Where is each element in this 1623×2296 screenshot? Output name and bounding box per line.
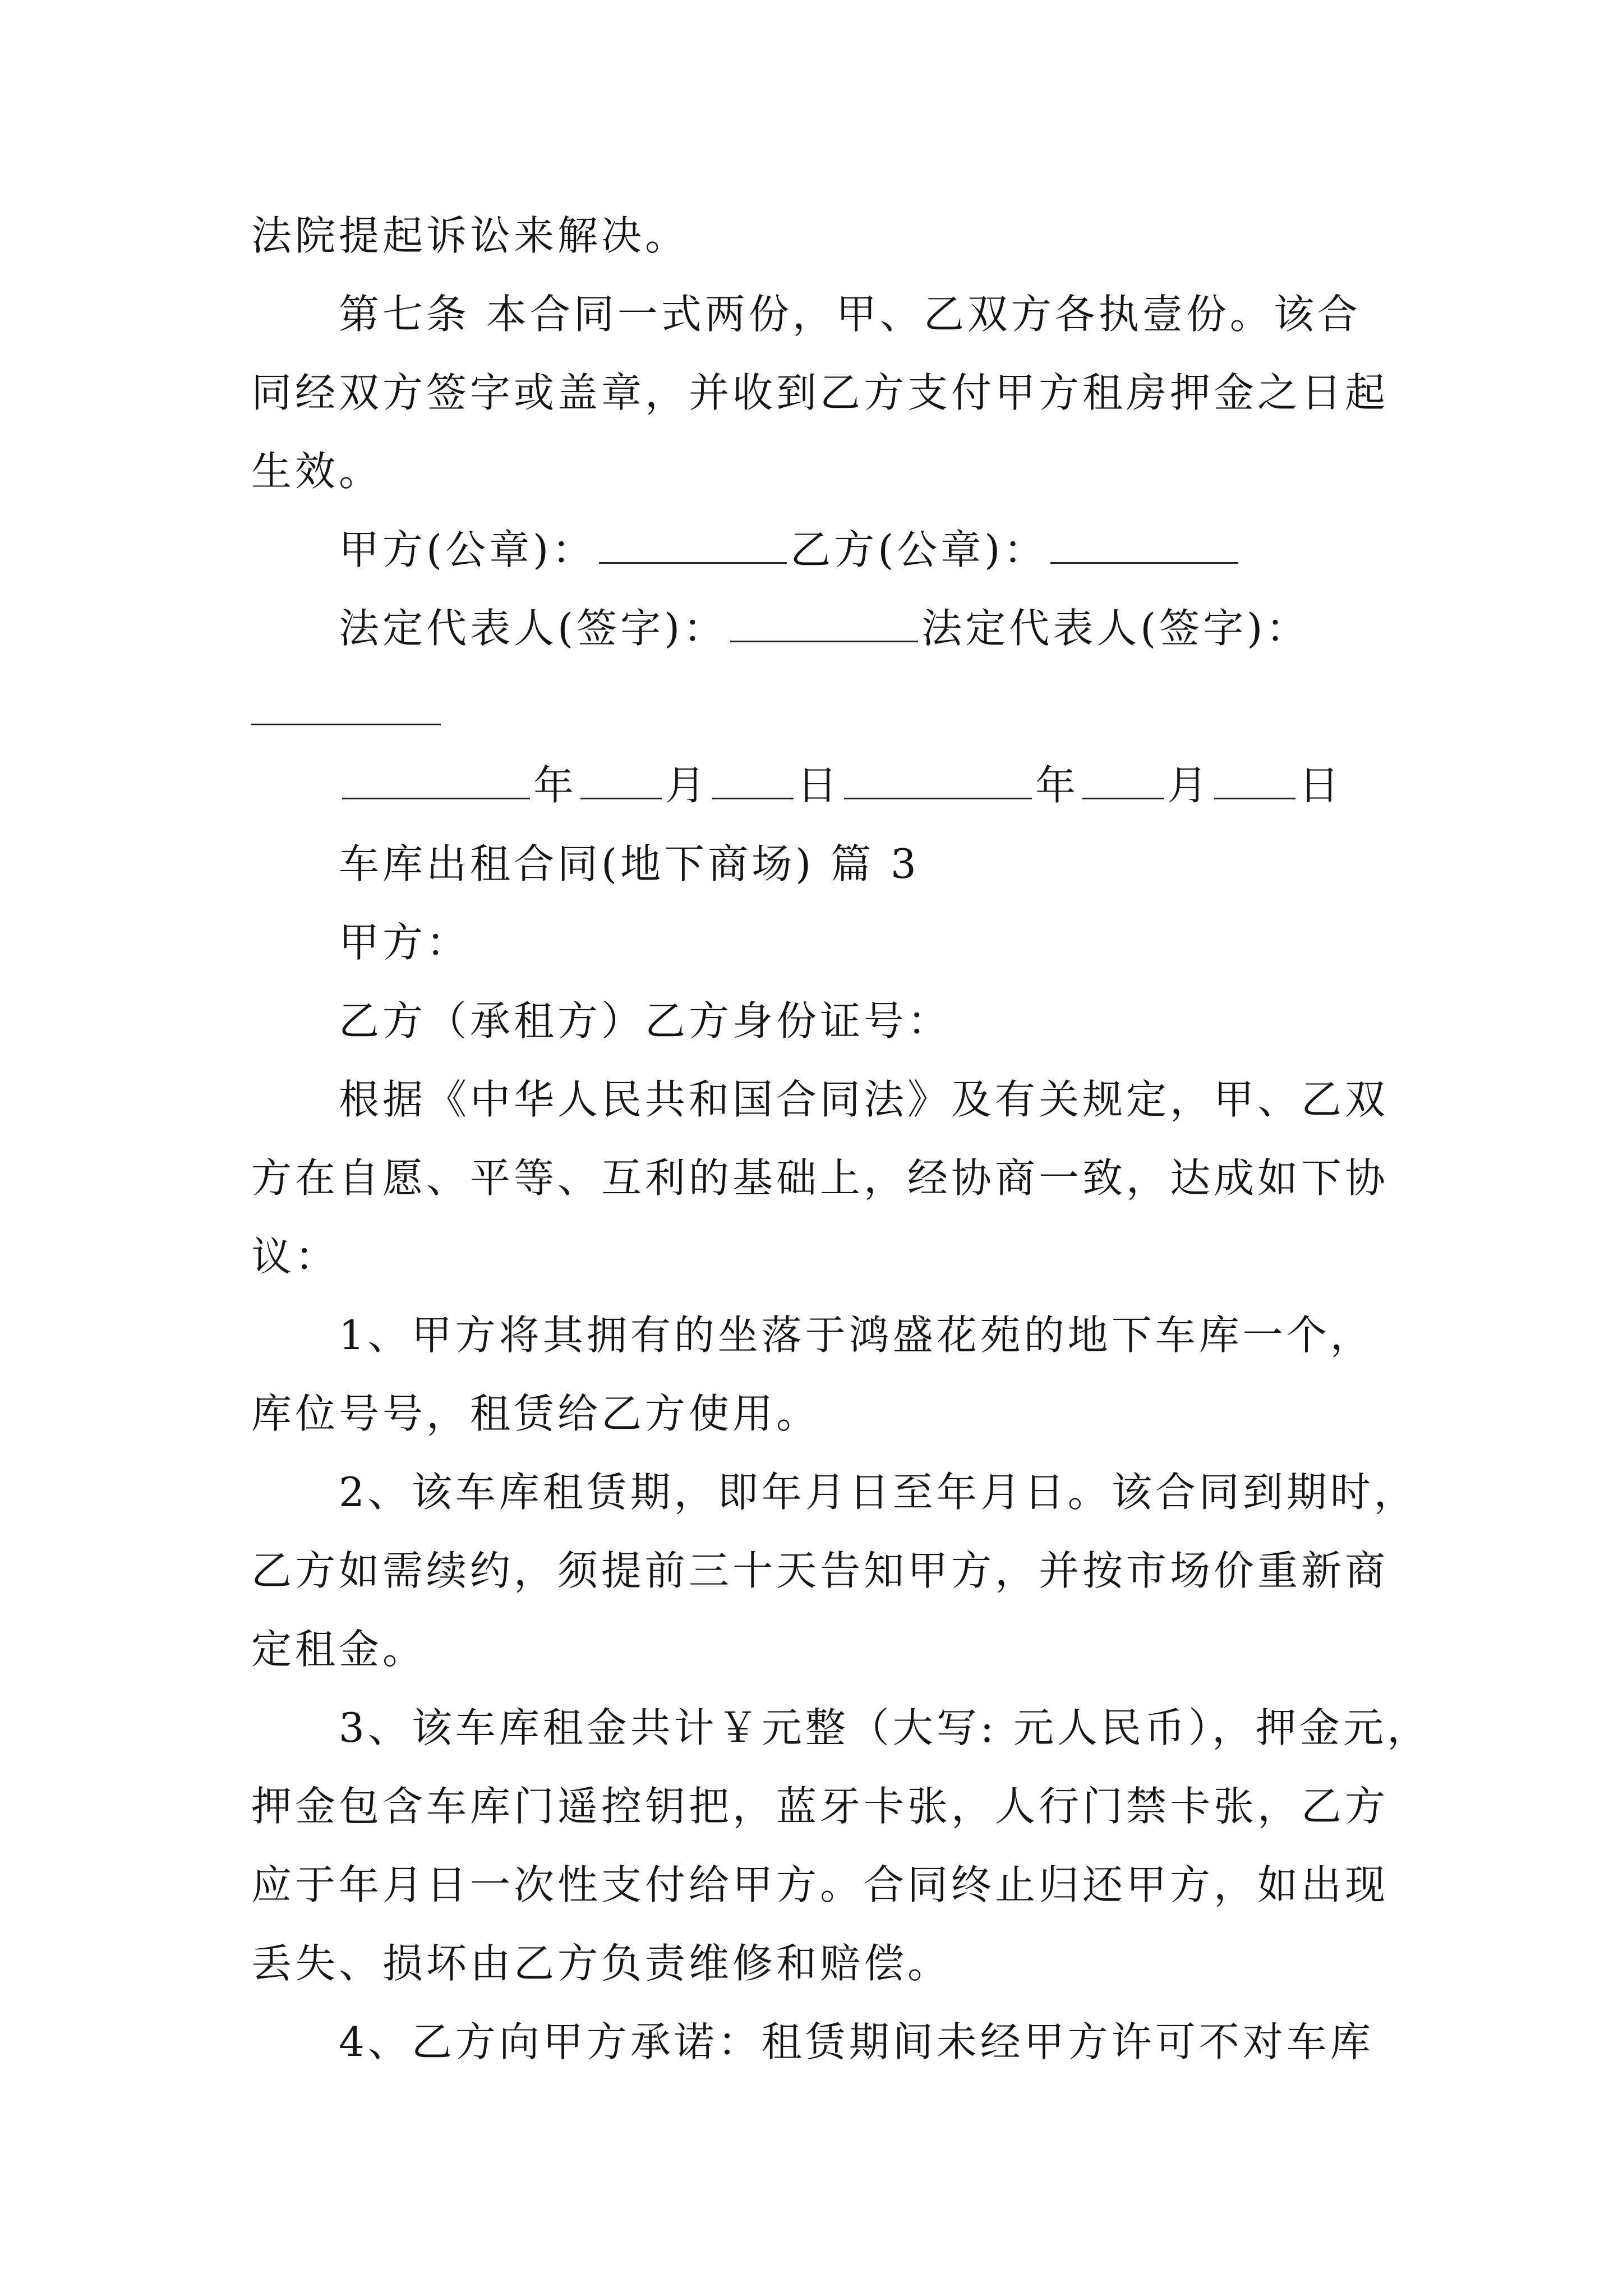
paragraph-line: 定租金。 (251, 1626, 427, 1673)
month-label: 月 (665, 762, 709, 809)
paragraph-line: 应于年月日一次性支付给甲方。合同终止归还甲方，如出现 (251, 1861, 1389, 1908)
signature-rule (251, 724, 441, 725)
paragraph-line: 1、甲方将其拥有的坐落于鸿盛花苑的地下车库一个， (339, 1312, 1374, 1359)
date-blank (844, 763, 1032, 799)
paragraph-line: 生效。 (251, 448, 383, 495)
legal-rep-a-label: 法定代表人(签字)： (339, 605, 727, 652)
paragraph-line: 2、该车库租赁期，即年月日至年月日。该合同到期时， (339, 1469, 1418, 1516)
date-blank (580, 763, 662, 799)
paragraph-line: 乙方（承租方）乙方身份证号： (339, 997, 952, 1045)
paragraph-line: 乙方如需续约，须提前三十天告知甲方，并按市场价重新商 (251, 1547, 1389, 1594)
year-label: 年 (1035, 762, 1080, 809)
date-blank (1214, 763, 1295, 799)
signature-blank (730, 606, 918, 642)
paragraph-line: 3、该车库租金共计￥元整（大写: 元人民币），押金元， (339, 1704, 1431, 1751)
paragraph-line: 根据《中华人民共和国合同法》及有关规定，甲、乙双 (339, 1076, 1389, 1123)
paragraph-line: 押金包含车库门遥控钥把，蓝牙卡张，人行门禁卡张，乙方 (251, 1783, 1389, 1830)
paragraph-line: 甲方： (339, 919, 471, 966)
paragraph-line: 法院提起诉讼来解决。 (251, 212, 689, 259)
legal-rep-b-label: 法定代表人(签字)： (921, 605, 1310, 652)
party-a-seal-label: 甲方(公章)： (339, 526, 596, 573)
signature-seal-line (339, 522, 1242, 578)
date-blank (712, 763, 794, 799)
paragraph-line: 库位号号，租赁给乙方使用。 (251, 1390, 820, 1437)
day-label: 日 (797, 762, 841, 809)
paragraph-line: 方在自愿、平等、互利的基础上，经协商一致，达成如下协 (251, 1154, 1389, 1202)
paragraph-line: 同经双方签字或盖章，并收到乙方支付甲方租房押金之日起 (251, 369, 1389, 416)
date-blank (1082, 763, 1164, 799)
paragraph-line: 议： (251, 1233, 339, 1280)
signature-blank (1050, 527, 1238, 564)
date-line (339, 757, 1343, 813)
paragraph-line: 第七条 本合同一式两份，甲、乙双方各执壹份。该合 (339, 291, 1361, 338)
day-label: 日 (1299, 762, 1343, 809)
year-label: 年 (533, 762, 578, 809)
party-b-seal-label: 乙方(公章)： (790, 526, 1048, 573)
month-label: 月 (1167, 762, 1211, 809)
paragraph-line: 4、乙方向甲方承诺：租赁期间未经甲方许可不对车库 (339, 2018, 1374, 2065)
paragraph-line: 丢失、损坏由乙方负责维修和赔偿。 (251, 1940, 952, 1987)
section-heading: 车库出租合同(地下商场) 篇 3 (339, 840, 920, 887)
date-blank (342, 763, 530, 799)
legal-rep-line (339, 600, 1310, 656)
signature-blank (599, 527, 787, 564)
